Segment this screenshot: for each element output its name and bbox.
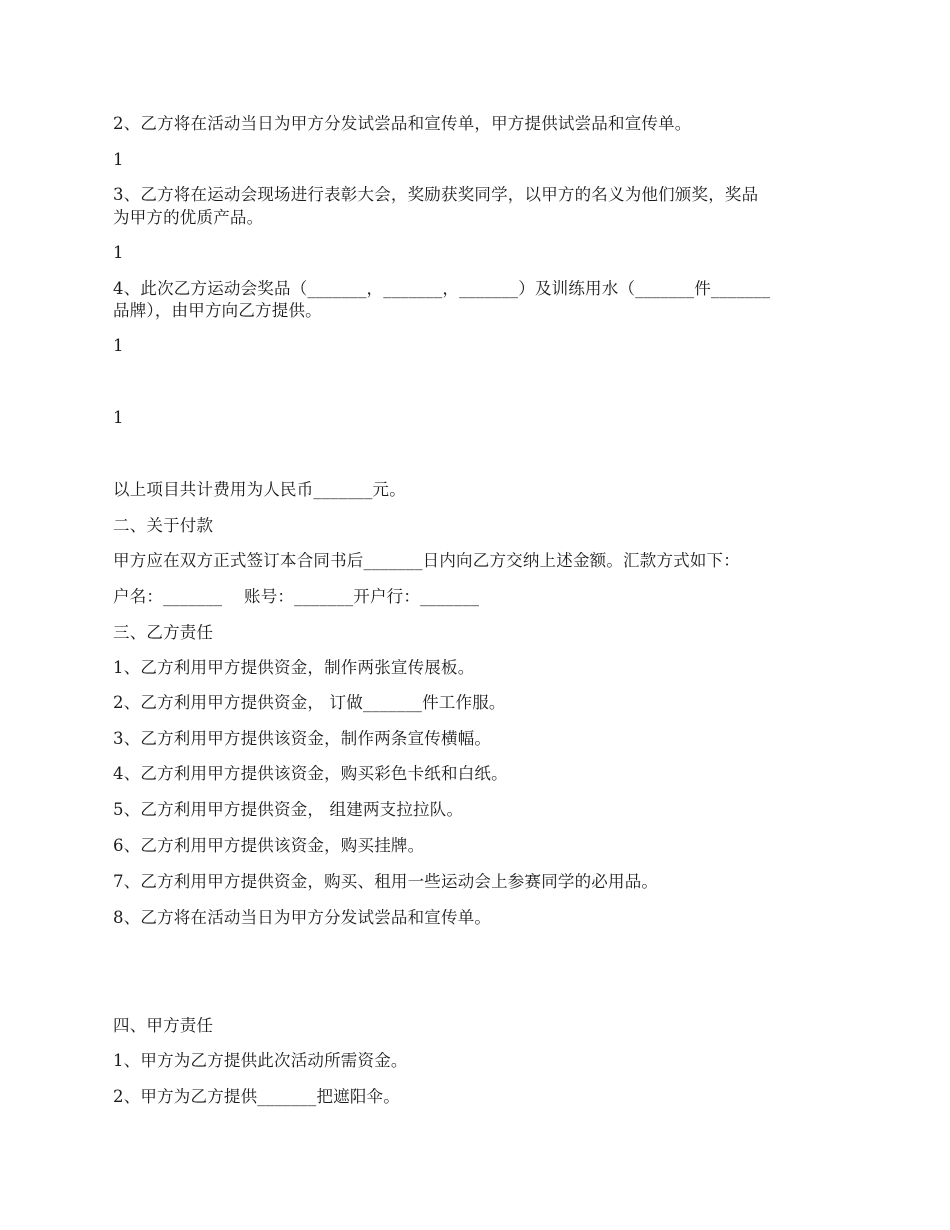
clause-4-prizes-cont: 品牌），由甲方向乙方提供。 [113,301,322,320]
party-b-item-2: 2、乙方利用甲方提供资金， 订做_______件工作服。 [113,693,506,712]
party-b-item-1: 1、乙方利用甲方提供资金，制作两张宣传展板。 [113,658,475,677]
page-number: 1 [113,336,124,355]
party-b-item-5: 5、乙方利用甲方提供资金， 组建两支拉拉队。 [113,800,464,819]
party-a-item-2: 2、甲方为乙方提供_______把遮阳伞。 [113,1087,400,1106]
party-b-item-6: 6、乙方利用甲方提供该资金，购买挂牌。 [113,836,425,855]
payment-terms: 甲方应在双方正式签订本合同书后_______日内向乙方交纳上述金额。汇款方式如下： [113,551,740,570]
party-b-item-4: 4、乙方利用甲方提供该资金，购买彩色卡纸和白纸。 [113,764,508,783]
account-info: 户名：_______ 账号：_______开户行：_______ [113,587,480,606]
page-number: 1 [113,150,124,169]
party-b-item-7: 7、乙方利用甲方提供资金，购买、租用一些运动会上参赛同学的必用品。 [113,872,659,891]
clause-3-award-ceremony: 3、乙方将在运动会现场进行表彰大会，奖励获奖同学，以甲方的名义为他们颁奖，奖品 [113,185,759,204]
clause-2-promotion: 2、乙方将在活动当日为甲方分发试尝品和宣传单，甲方提供试尝品和宣传单。 [113,114,692,133]
party-b-item-8: 8、乙方将在活动当日为甲方分发试尝品和宣传单。 [113,908,492,927]
section-heading-party-a: 四、甲方责任 [113,1016,214,1035]
page-number: 1 [113,243,124,262]
clause-3-award-ceremony-cont: 为甲方的优质产品。 [113,208,264,227]
section-heading-payment: 二、关于付款 [113,516,214,535]
section-heading-party-b: 三、乙方责任 [113,623,214,642]
party-a-item-1: 1、甲方为乙方提供此次活动所需资金。 [113,1051,408,1070]
page-number: 1 [113,408,124,427]
party-b-item-3: 3、乙方利用甲方提供该资金，制作两条宣传横幅。 [113,729,492,748]
clause-4-prizes: 4、此次乙方运动会奖品（_______，_______，_______）及训练用水（_______件_______ [113,279,771,298]
total-cost-line: 以上项目共计费用为人民币_______元。 [113,480,406,499]
